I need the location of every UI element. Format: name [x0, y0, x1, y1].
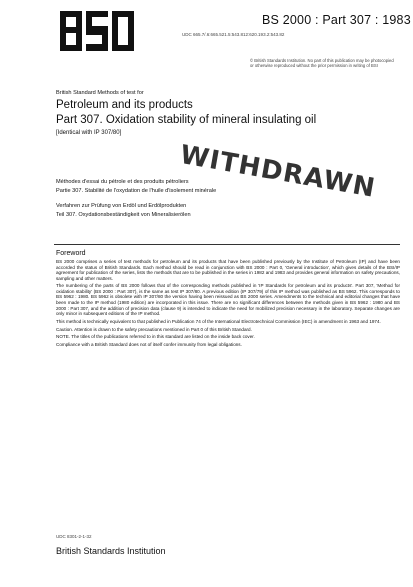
copyright-notice: © British Standards Institution. No part of this publication may be photocopied or otherwise reproduced without the prior permission in writing of BSI [250, 58, 394, 69]
bsi-logo [58, 9, 136, 53]
french-title [56, 178, 216, 195]
references-note: NOTE. The titles of the publications referred to in this standard are listed on the inside back cover. [56, 334, 255, 340]
french-title-line: Partie 307. Stabilité de l'oxydation de l'huile d'isolement minérale [56, 187, 217, 194]
german-title [56, 202, 216, 219]
compliance-note: Compliance with a British Standard does not of itself confer immunity from legal obligations. [56, 342, 242, 348]
standard-number: BS 2000 : Part 307 : 1983 [262, 13, 411, 27]
main-title: Petroleum and its products [56, 99, 193, 111]
print-code: UDC 8301-2-1-32 [56, 534, 92, 539]
identical-note: [Identical with IP 307/80] [56, 130, 122, 136]
udc-code: UDC 665.7/.6:665.521.5:543.812:620.193.2:543.82 [182, 32, 285, 37]
french-title-line: Méthodes d'essai du pétrole et des produits pétroliers [56, 179, 189, 185]
series-title: British Standard Methods of test for [56, 90, 144, 96]
section-divider [54, 244, 400, 245]
translated-titles [56, 178, 216, 226]
german-title-line: Verfahren zur Prüfung von Erdöl und Erdölprodukten [56, 203, 187, 209]
logo-text: BSI [58, 9, 60, 10]
part-title: Part 307. Oxidation stability of mineral insulating oil [56, 114, 317, 126]
foreword-heading: Foreword [56, 250, 86, 257]
german-title-line: Teil 307. Oxydationsbeständigkeit von Mineralisierölen [56, 211, 191, 218]
publisher: British Standards Institution [56, 546, 166, 556]
withdrawn-stamp: WITHDRAWN [177, 140, 378, 204]
foreword-paragraph: The numbering of the parts of BS 2000 follows that of the corresponding methods published in 'IP Standards for petroleum and its products'. Part 307, 'Method for oxidation stability' (BS 2000 : Part 307), is the same as test IP 307/80. A previous edition (IP 307/79) of this IP method was published as BS 5962. This corresponds to BS 5962 : 1980. BS 5962 is obsolete with IP 307/80 the version having been reissued as BS 2000 series. Amendments to the technical and editorial changes that have been made to the IP method (1980 edition) are incorporated in this issue. There are no significant differences between the methods given in BS 5962 : 1980 and BS 2000 : Part 307, and the addition of precision data (clause 9) is intended to indicate the need for mobilized precision necessary in the laboratory. Separate changes are only minor in subsequent editions of the IP method. [56, 283, 400, 317]
caution-note: Caution. Attention is drawn to the safety precautions mentioned in Part 0 of this British Standard. [56, 326, 252, 332]
foreword-paragraph: BS 2000 comprises a series of test methods for petroleum and its products that have been published previously by the Institute of Petroleum (IP) and have been accorded the status of British Standards. Each method should be read in conjunction with BS 2000 : Part 0, 'General introduction', which gives details of the BSI/IP agreement for publication of the series, lists the methods that are to be published in the series in 1982 and 1983 and provides general information on safety precautions, sampling and other matters. [56, 259, 400, 281]
foreword-paragraph: This method is technically equivalent to that published in Publication 74 of the International Electrotechnical Commission (IEC) in amendment in 1963 and 1974. [56, 318, 381, 324]
foreword-body [56, 259, 400, 350]
